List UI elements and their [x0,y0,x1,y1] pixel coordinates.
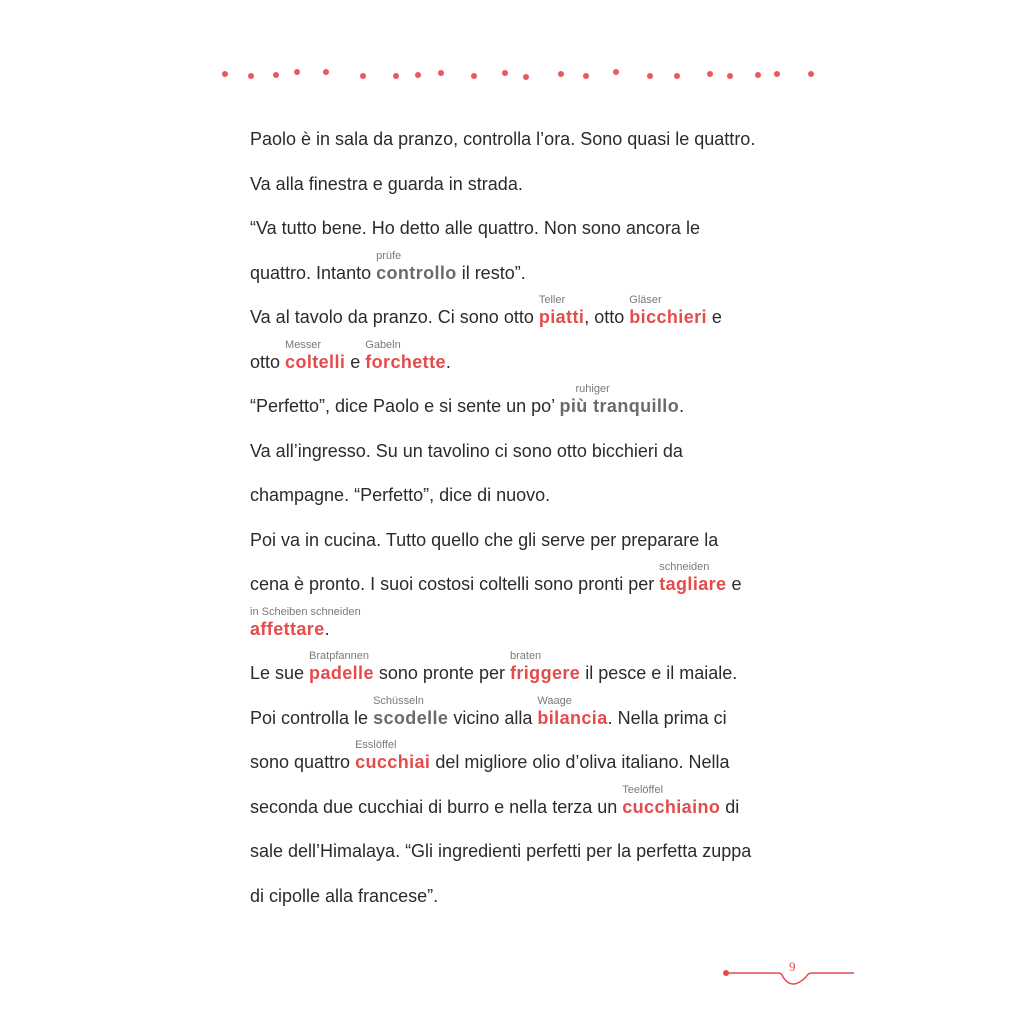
translation-gloss: ruhiger [575,383,610,395]
vocab-word-text: affettare [250,618,325,639]
vocab-word-text: piatti [538,307,585,327]
text-segment: e [345,351,366,372]
decorative-dot [222,71,228,77]
text-segment: sale dell’Himalaya. “Gli ingredienti perfetti per la perfetta zuppa [250,841,752,861]
translation-gloss: braten [509,650,542,662]
vocab-word-text: scodelle [373,707,449,728]
translation-gloss: Bratpfannen [309,650,369,662]
decorative-dot [360,73,366,79]
text-line [250,128,810,173]
decorative-dot [393,73,399,79]
text-segment: quattro. Intanto [250,262,377,283]
text-segment: , otto [584,307,630,327]
text-segment: di [720,796,740,817]
text-segment: il resto”. [456,262,526,283]
decorative-dot [727,73,733,79]
text-segment: . Nella prima ci [607,707,727,728]
vocab-word-text: bicchieri [629,307,707,327]
text-line [250,885,810,930]
text-segment: Poi controlla le [250,707,374,728]
page-footer [720,955,860,995]
vocab-word [622,783,721,818]
text-segment: . [679,396,685,416]
vocab-word [538,294,585,328]
translation-gloss: Teelöffel [622,783,664,796]
vocab-word-text: più tranquillo [559,396,680,416]
decorative-dot [294,69,300,75]
translation-gloss: Esslöffel [355,739,397,751]
vocab-word [285,338,346,373]
story-text [250,128,810,929]
vocab-word [509,650,581,684]
vocab-word [559,383,680,417]
translation-gloss: Messer [285,338,322,351]
vocab-word [309,650,374,684]
decorative-dot [523,74,529,80]
vocab-word [373,694,449,729]
text-segment: cena è pronto. I suoi costosi coltelli sono pronti per [250,574,660,594]
text-line [250,694,810,752]
decorative-dot [755,72,761,78]
translation-gloss: prüfe [376,249,402,262]
text-line [250,484,810,529]
page-number: 9 [789,959,796,974]
translation-gloss: Gabeln [365,338,401,351]
text-segment: Va all’ingresso. Su un tavolino ci sono otto bicchieri da [250,440,683,461]
decorative-dot [583,73,589,79]
decorative-dot [558,71,564,77]
text-line [250,294,810,351]
decorative-dot [774,71,780,77]
translation-gloss: schneiden [659,561,710,573]
vocab-word [365,338,446,373]
vocab-word-text: controllo [376,262,457,283]
text-segment: Le sue [250,663,310,683]
vocab-word [659,561,727,595]
text-segment: champagne. “Perfetto”, dice di nuovo. [250,485,551,505]
vocab-word-text: forchette [365,351,446,372]
translation-gloss: in Scheiben schneiden [250,605,361,618]
vocab-word-text: tagliare [659,574,727,594]
decorative-dot [471,73,477,79]
text-segment: vicino alla [448,707,538,728]
text-segment: Va alla finestra e guarda in strada. [250,173,523,194]
text-segment: . [445,351,451,372]
text-segment: di cipolle alla francese”. [250,885,439,906]
vocab-word-text: cucchiai [355,752,431,772]
text-segment: . [324,618,330,639]
text-line [250,840,810,885]
text-line [250,529,810,574]
decorative-dot [707,71,713,77]
decorative-dot [502,70,508,76]
text-segment: del migliore olio d’oliva italiano. Nella [430,752,730,772]
translation-gloss: Gläser [629,294,662,306]
text-segment: otto [250,351,286,372]
vocab-word-text: padelle [309,663,374,683]
decorative-dot [438,70,444,76]
vocab-word [376,249,457,284]
text-line [250,739,810,796]
text-segment: Va al tavolo da pranzo. Ci sono otto [250,307,539,327]
translation-gloss: Teller [538,294,566,306]
translation-gloss: Waage [537,694,572,707]
text-line [250,173,810,218]
text-line [250,783,810,841]
decorative-dot [808,71,814,77]
text-line [250,383,810,440]
decorative-dot [415,72,421,78]
decorative-dot [323,69,329,75]
text-line [250,440,810,485]
vocab-word-text: coltelli [285,351,346,372]
vocab-word-text: friggere [509,663,581,683]
text-line [250,249,810,307]
vocab-word-text: cucchiaino [622,796,721,817]
vocab-word [250,605,361,640]
vocab-word [629,294,707,328]
vocab-word [537,694,608,729]
decorative-dot [674,73,680,79]
text-line [250,217,810,262]
text-segment: “Va tutto bene. Ho detto alle quattro. Non sono ancora le [250,218,700,238]
decorative-dot [248,73,254,79]
decorative-dot [647,73,653,79]
decorative-dot [273,72,279,78]
vocab-word-text: bilancia [537,707,608,728]
text-line [250,650,810,707]
text-segment: sono pronte per [373,663,510,683]
text-segment: Poi va in cucina. Tutto quello che gli serve per preparare la [250,529,719,550]
vocab-word [355,739,431,773]
text-segment: seconda due cucchiai di burro e nella terza un [250,796,623,817]
text-line [250,338,810,396]
text-segment: sono quattro [250,752,356,772]
translation-gloss: Schüsseln [373,694,424,707]
text-segment: e [726,574,742,594]
text-segment: “Perfetto”, dice Paolo e si sente un po’ [250,396,560,416]
text-segment: Paolo è in sala da pranzo, controlla l’ora. Sono quasi le quattro. [250,129,756,149]
decorative-dot-border [0,0,1024,100]
text-segment: il pesce e il maiale. [580,663,738,683]
text-segment: e [706,307,722,327]
decorative-dot [613,69,619,75]
